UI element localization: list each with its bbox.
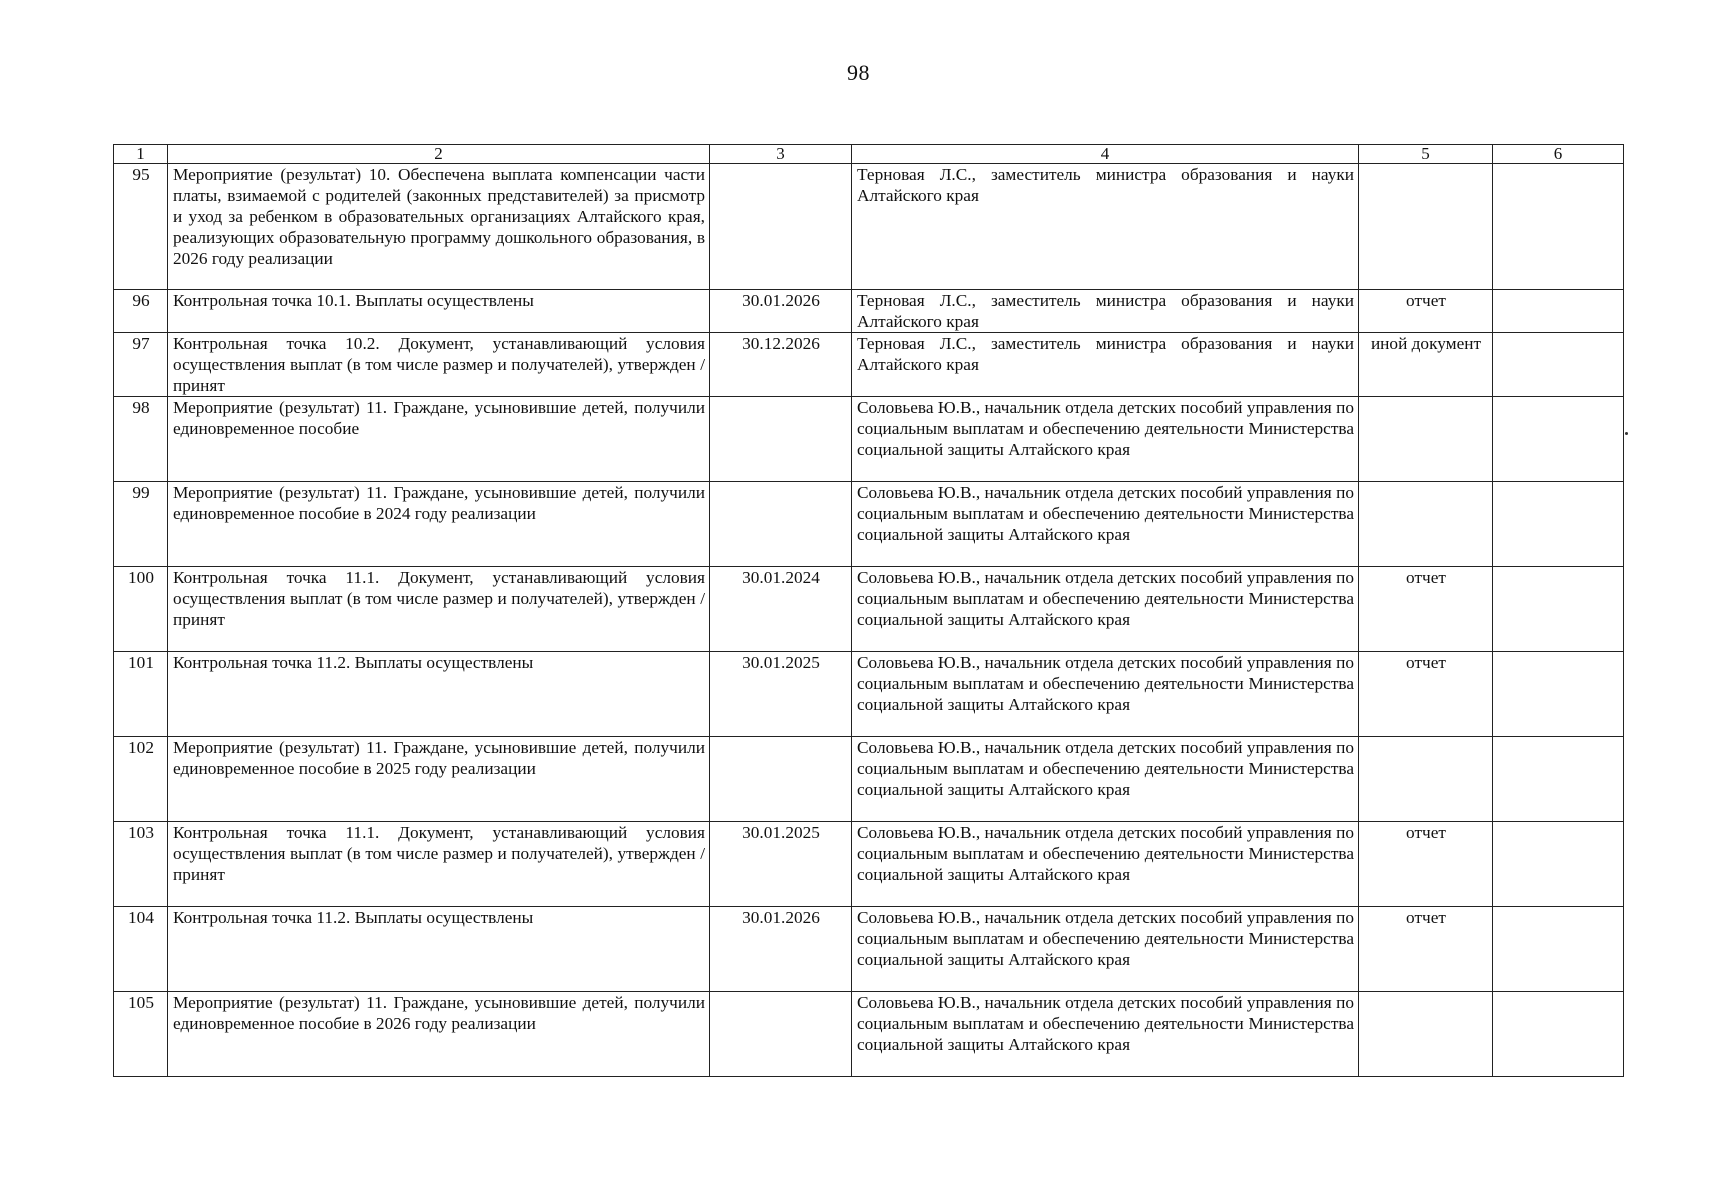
column-header-1: 1 [114,145,168,164]
extra-cell [1493,482,1624,567]
deadline-date: 30.01.2025 [710,822,852,907]
table-row [114,907,1624,992]
row-number: 102 [114,737,168,822]
deadline-date [710,397,852,482]
responsible-person: Соловьева Ю.В., начальник отдела детских пособий управления по социальным выплатам и обеспечению деятельности Министерства социальной защиты Алтайского края [852,652,1359,737]
row-number: 101 [114,652,168,737]
row-number: 100 [114,567,168,652]
extra-cell [1493,164,1624,290]
column-header-4: 4 [852,145,1359,164]
table-row [114,164,1624,290]
event-name: Контрольная точка 10.1. Выплаты осуществлены [168,290,710,333]
extra-cell [1493,652,1624,737]
deadline-date: 30.01.2026 [710,907,852,992]
extra-cell [1493,290,1624,333]
deadline-date: 30.01.2024 [710,567,852,652]
responsible-person: Соловьева Ю.В., начальник отдела детских пособий управления по социальным выплатам и обеспечению деятельности Министерства социальной защиты Алтайского края [852,992,1359,1077]
responsible-person: Соловьева Ю.В., начальник отдела детских пособий управления по социальным выплатам и обеспечению деятельности Министерства социальной защиты Алтайского края [852,397,1359,482]
event-name: Мероприятие (результат) 11. Граждане, усыновившие детей, получили единовременное пособие [168,397,710,482]
deadline-date: 30.12.2026 [710,333,852,397]
document-type: отчет [1359,290,1493,333]
extra-cell [1493,737,1624,822]
row-number: 99 [114,482,168,567]
document-type [1359,737,1493,822]
scan-speck [1625,432,1628,435]
event-name: Контрольная точка 10.2. Документ, устанавливающий условия осуществления выплат (в том числе размер и получателей), утвержден / принят [168,333,710,397]
responsible-person: Соловьева Ю.В., начальник отдела детских пособий управления по социальным выплатам и обеспечению деятельности Министерства социальной защиты Алтайского края [852,567,1359,652]
deadline-date: 30.01.2025 [710,652,852,737]
table-row [114,482,1624,567]
row-number: 105 [114,992,168,1077]
document-type [1359,397,1493,482]
table-row [114,652,1624,737]
document-type [1359,992,1493,1077]
document-type: отчет [1359,907,1493,992]
document-type: отчет [1359,567,1493,652]
responsible-person: Соловьева Ю.В., начальник отдела детских пособий управления по социальным выплатам и обеспечению деятельности Министерства социальной защиты Алтайского края [852,737,1359,822]
event-name: Мероприятие (результат) 11. Граждане, усыновившие детей, получили единовременное пособие в 2026 году реализации [168,992,710,1077]
row-number: 97 [114,333,168,397]
event-name: Контрольная точка 11.1. Документ, устанавливающий условия осуществления выплат (в том числе размер и получателей), утвержден / принят [168,567,710,652]
document-type: отчет [1359,822,1493,907]
row-number: 103 [114,822,168,907]
plan-table [113,144,1624,1077]
document-type [1359,482,1493,567]
deadline-date [710,737,852,822]
document-type: иной документ [1359,333,1493,397]
responsible-person: Соловьева Ю.В., начальник отдела детских пособий управления по социальным выплатам и обеспечению деятельности Министерства социальной защиты Алтайского края [852,822,1359,907]
column-header-2: 2 [168,145,710,164]
extra-cell [1493,822,1624,907]
responsible-person: Терновая Л.С., заместитель министра образования и науки Алтайского края [852,333,1359,397]
event-name: Мероприятие (результат) 11. Граждане, усыновившие детей, получили единовременное пособие в 2024 году реализации [168,482,710,567]
document-type: отчет [1359,652,1493,737]
event-name: Контрольная точка 11.2. Выплаты осуществлены [168,907,710,992]
event-name: Контрольная точка 11.2. Выплаты осуществлены [168,652,710,737]
table-row [114,290,1624,333]
extra-cell [1493,333,1624,397]
responsible-person: Терновая Л.С., заместитель министра образования и науки Алтайского края [852,164,1359,290]
extra-cell [1493,907,1624,992]
table-row [114,992,1624,1077]
document-type [1359,164,1493,290]
event-name: Мероприятие (результат) 11. Граждане, усыновившие детей, получили единовременное пособие в 2025 году реализации [168,737,710,822]
table-row [114,567,1624,652]
row-number: 96 [114,290,168,333]
deadline-date [710,482,852,567]
row-number: 95 [114,164,168,290]
table-row [114,737,1624,822]
column-header-3: 3 [710,145,852,164]
deadline-date [710,992,852,1077]
extra-cell [1493,992,1624,1077]
row-number: 98 [114,397,168,482]
deadline-date: 30.01.2026 [710,290,852,333]
extra-cell [1493,567,1624,652]
table-row [114,397,1624,482]
responsible-person: Соловьева Ю.В., начальник отдела детских пособий управления по социальным выплатам и обеспечению деятельности Министерства социальной защиты Алтайского края [852,907,1359,992]
extra-cell [1493,397,1624,482]
column-number-header-row [114,145,1624,164]
column-header-5: 5 [1359,145,1493,164]
column-header-6: 6 [1493,145,1624,164]
row-number: 104 [114,907,168,992]
table-row [114,333,1624,397]
page-number: 98 [847,60,870,85]
table-row [114,822,1624,907]
responsible-person: Соловьева Ю.В., начальник отдела детских пособий управления по социальным выплатам и обеспечению деятельности Министерства социальной защиты Алтайского края [852,482,1359,567]
event-name: Контрольная точка 11.1. Документ, устанавливающий условия осуществления выплат (в том числе размер и получателей), утвержден / принят [168,822,710,907]
event-name: Мероприятие (результат) 10. Обеспечена выплата компенсации части платы, взимаемой с родителей (законных представителей) за присмотр и уход за ребенком в образовательных организациях Алтайского края, реализующих образовательную программу дошкольного образования, в 2026 году реализации [168,164,710,290]
responsible-person: Терновая Л.С., заместитель министра образования и науки Алтайского края [852,290,1359,333]
deadline-date [710,164,852,290]
